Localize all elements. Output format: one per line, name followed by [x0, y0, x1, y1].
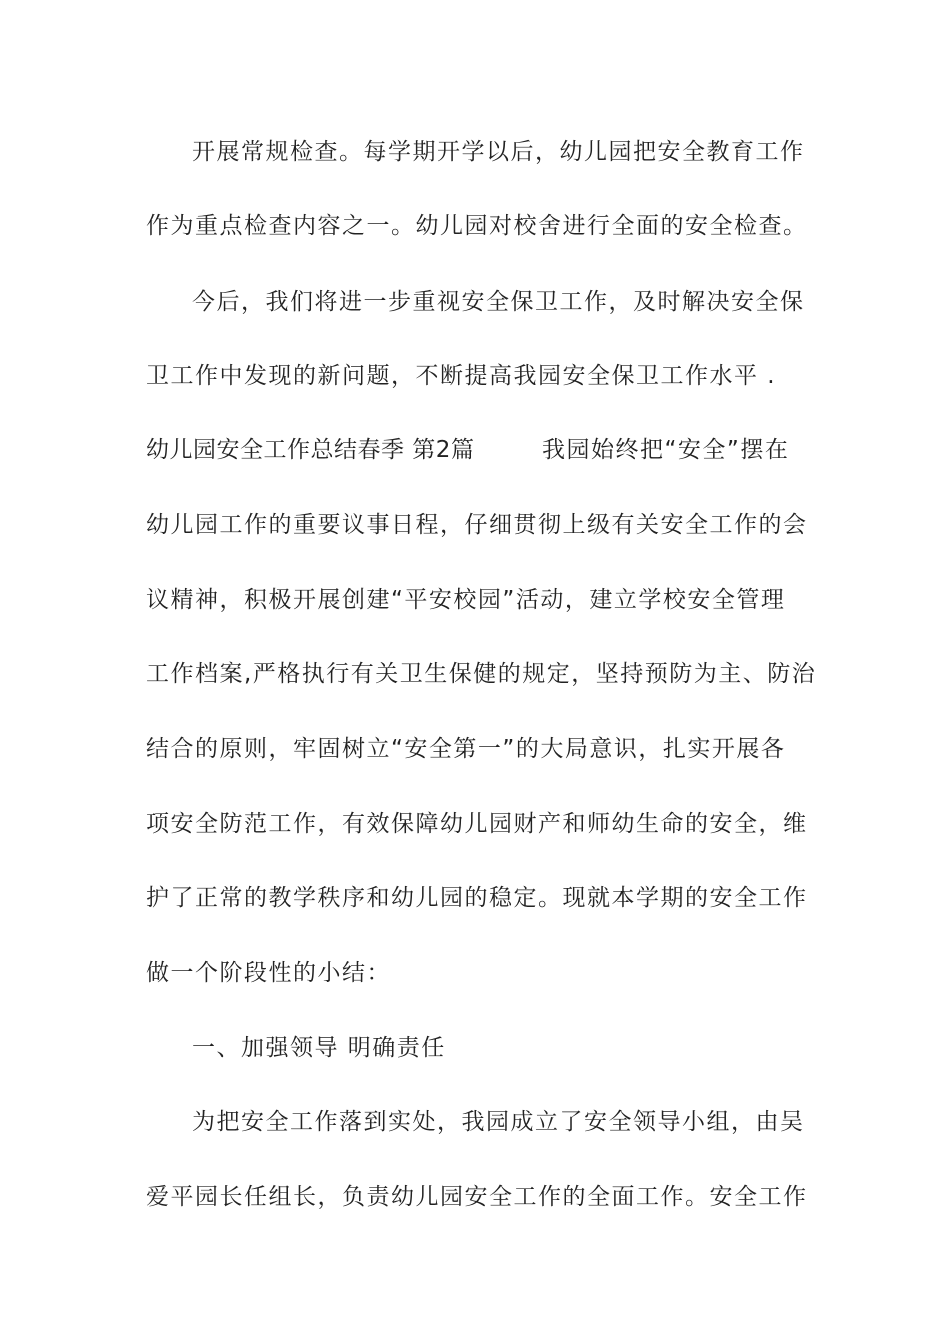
text-line: 我园始终把“安全”摆在 — [542, 437, 790, 463]
text-line: 工作档案,严格执行有关卫生保健的规定，坚持预防为主、防治 — [146, 661, 817, 687]
text-line: 开展常规检查。每学期开学以后，幼儿园把安全教育工作 — [192, 139, 805, 165]
section-heading-line — [146, 430, 810, 470]
text-line: 做一个阶段性的小结： — [146, 960, 391, 986]
text-line: 爱平园长任组长，负责幼儿园安全工作的全面工作。安全工作 — [146, 1184, 808, 1210]
section-title: 幼儿园安全工作总结春季 第2篇 — [146, 437, 475, 463]
text-line: 护了正常的教学秩序和幼儿园的稳定。现就本学期的安全工作 — [146, 885, 808, 911]
text-line: 议精神，积极开展创建“平安校园”活动，建立学校安全管理 — [146, 587, 786, 613]
text-line: 卫工作中发现的新问题，不断提高我园安全保卫工作水平 . — [146, 363, 777, 389]
text-line: 幼儿园工作的重要议事日程，仔细贯彻上级有关安全工作的会 — [146, 512, 808, 538]
text-line: 为把安全工作落到实处，我园成立了安全领导小组，由吴 — [192, 1109, 805, 1135]
subsection-heading: 一、加强领导 明确责任 — [192, 1035, 446, 1061]
text-line: 今后，我们将进一步重视安全保卫工作，及时解决安全保 — [192, 289, 805, 315]
text-line: 作为重点检查内容之一。幼儿园对校舍进行全面的安全检查。 — [146, 213, 808, 239]
text-line: 项安全防范工作，有效保障幼儿园财产和师幼生命的安全，维 — [146, 811, 808, 837]
text-line: 结合的原则，牢固树立“安全第一”的大局意识，扎实开展各 — [146, 736, 786, 762]
